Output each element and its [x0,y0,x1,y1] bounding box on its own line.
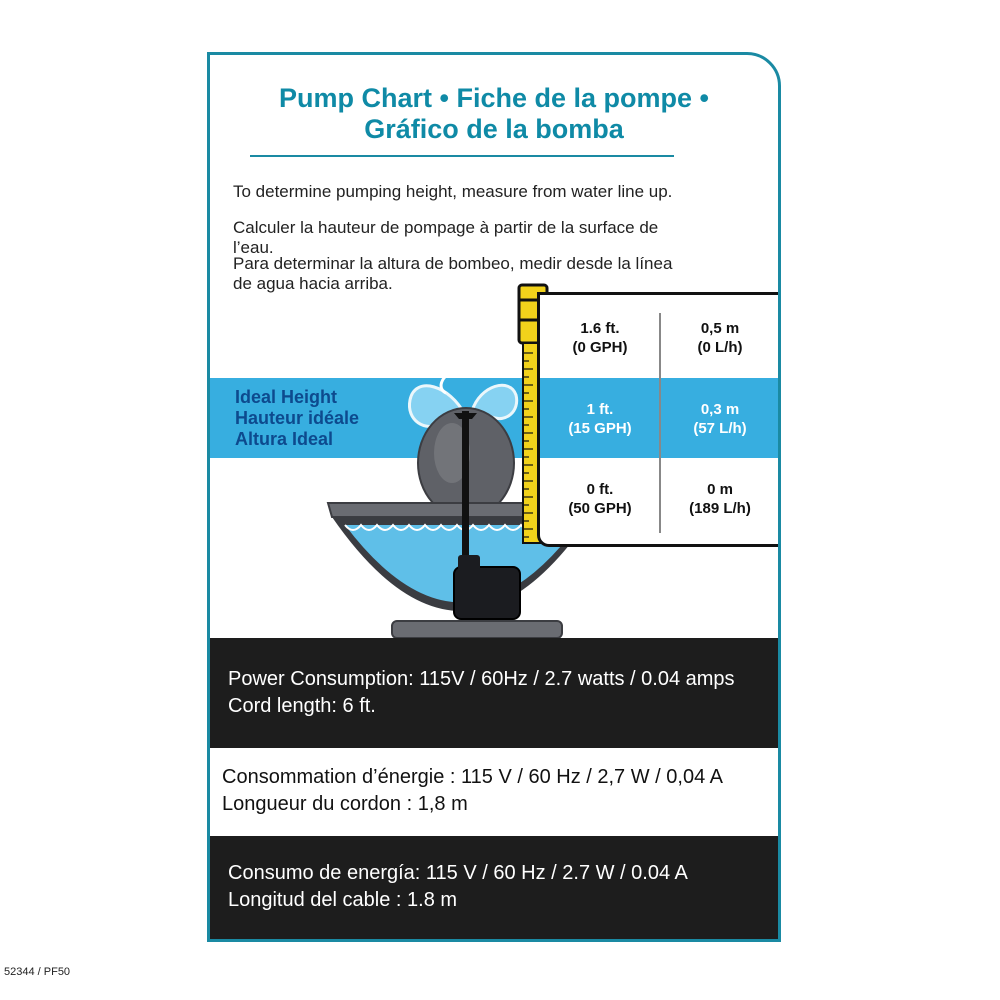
height-m: 0,3 m [700,401,740,418]
specs-french [210,748,778,836]
table-cell [545,319,655,357]
pump-chart-card [207,52,781,942]
height-ft: 1 ft. [586,401,614,418]
intro-spanish: Para determinar la altura de bombeo, medir desde la línea de agua hacia arriba. [233,254,673,293]
flow-gph: (15 GPH) [568,420,632,437]
intro-french: Calculer la hauteur de pompage à partir de la surface de l’eau. [233,218,659,257]
specs-english [210,638,778,748]
ideal-height-label [235,387,359,450]
height-m: 0,5 m [700,320,740,337]
sku-label: 52344 / PF50 [4,966,71,978]
height-ft: 1.6 ft. [580,320,620,337]
flow-lh: (0 L/h) [697,339,743,356]
power-consumption-fr: Consommation d’énergie : 115 V / 60 Hz / 2,7 W / 0,04 A [222,766,724,788]
intro-english: To determine pumping height, measure from water line up. [233,182,673,201]
ideal-height-en: Ideal Height [235,387,338,407]
flow-gph: (50 GPH) [568,500,632,517]
cord-length-en: Cord length: 6 ft. [228,695,376,717]
cord-length-es: Longitud del cable : 1.8 m [228,889,458,911]
table-cell [545,400,655,438]
pump-height-table [537,292,781,547]
specs-spanish [210,836,778,942]
height-m: 0 m [707,481,733,498]
table-cell [665,480,775,518]
title-line-1: Pump Chart • Fiche de la pompe • [279,83,709,113]
height-ft: 0 ft. [586,481,614,498]
table-cell [665,400,775,438]
title-line-2: Gráfico de la bomba [364,114,624,144]
ideal-height-fr: Hauteur idéale [235,408,360,428]
power-consumption-en: Power Consumption: 115V / 60Hz / 2.7 watts / 0.04 amps [228,668,735,690]
column-divider [659,313,661,533]
flow-lh: (189 L/h) [689,500,751,517]
ideal-height-es: Altura Ideal [235,429,334,449]
table-cell [665,319,775,357]
table-cell [545,480,655,518]
cord-length-fr: Longueur du cordon : 1,8 m [222,793,468,815]
flow-gph: (0 GPH) [572,339,628,356]
power-consumption-es: Consumo de energía: 115 V / 60 Hz / 2.7 W / 0.04 A [228,862,688,884]
flow-lh: (57 L/h) [693,420,747,437]
